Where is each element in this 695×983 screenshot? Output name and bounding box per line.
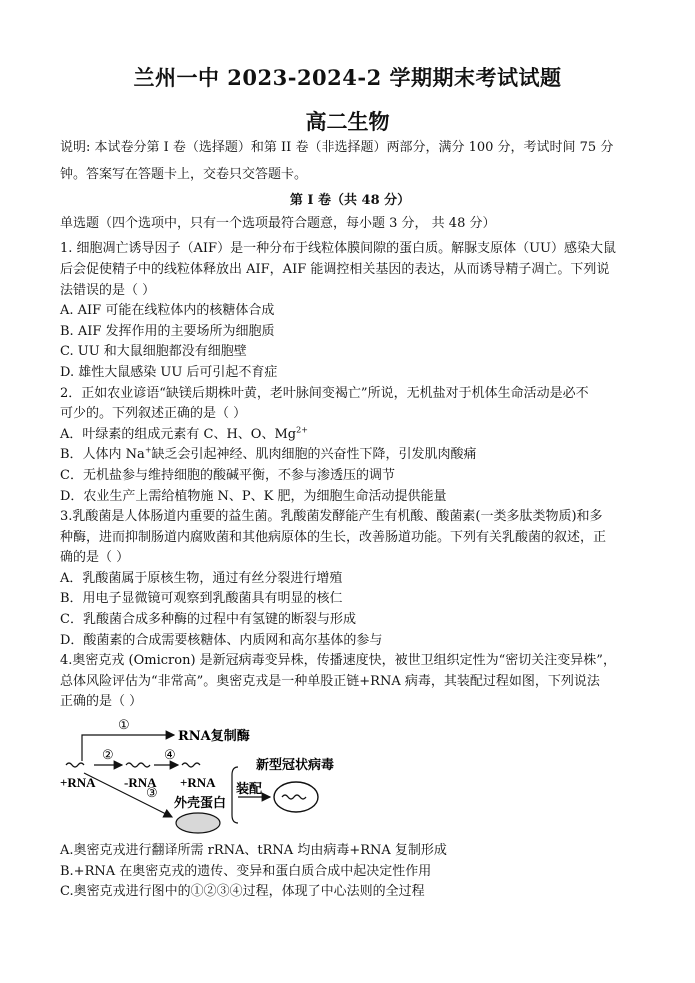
intro-line: 说明: 本试卷分第 I 卷（选择题）和第 II 卷（非选择题）两部分，满分 100 分，考试时间 75 分 bbox=[60, 140, 614, 155]
question-1 bbox=[60, 239, 640, 383]
assembly-label: 装配 bbox=[236, 782, 263, 798]
virus-assembly-diagram bbox=[60, 717, 640, 835]
option-d: D．农业生产上需给植物施 N、P、K 肥，为细胞生命活动提供能量 bbox=[60, 488, 447, 504]
virus-label: 新型冠状病毒 bbox=[256, 758, 335, 774]
option-b: B．用电子显微镜可观察到乳酸菌具有明显的核仁 bbox=[60, 591, 343, 607]
minus-rna-strand bbox=[126, 763, 150, 767]
virus-shape bbox=[274, 782, 318, 812]
arrow-1 bbox=[82, 735, 176, 764]
question-stem: 总体风险评估为“非常高”。奥密克戎是一种单股正链+RNA 病毒，其装配过程如图，下列说法 bbox=[60, 673, 600, 689]
exam-body bbox=[60, 138, 640, 903]
plus-rna-label: +RNA bbox=[60, 775, 96, 791]
question-stem: 1. 细胞凋亡诱导因子（AIF）是一种分布于线粒体膜间隙的蛋白质。解脲支原体（UU）感染大鼠 bbox=[60, 241, 616, 257]
page-subtitle: 高二生物 bbox=[305, 109, 390, 134]
diagram-svg bbox=[60, 717, 640, 835]
option-a: A.奥密克戎进行翻译所需 rRNA、tRNA 均由病毒+RNA 复制形成 bbox=[60, 843, 447, 859]
option-a-superscript: 2+ bbox=[296, 425, 308, 435]
step-4-label: ④ bbox=[164, 748, 176, 764]
option-b-text-rest: 缺乏会引起神经、肌肉细胞的兴奋性下降，引发肌肉酸痛 bbox=[151, 447, 477, 463]
question-3 bbox=[60, 507, 640, 651]
option-a: A．乳酸菌属于原核生物，通过有丝分裂进行增殖 bbox=[60, 570, 343, 586]
option-d: D. 雄性大鼠感染 UU 后可引起不育症 bbox=[60, 364, 278, 380]
option-d: D．酸菌素的合成需要核糖体、内质网和高尔基体的参与 bbox=[60, 632, 383, 648]
option-b: B.+RNA 在奥密克戎的遗传、变异和蛋白质合成中起决定性作用 bbox=[60, 863, 432, 879]
question-stem: 正确的是（ ） bbox=[60, 694, 143, 710]
plus-rna-label-2: +RNA bbox=[180, 775, 216, 791]
page-title: 兰州一中 2023-2024-2 学期期末考试试题 bbox=[133, 65, 562, 90]
option-a: A. AIF 可能在线粒体内的核糖体合成 bbox=[60, 303, 275, 319]
question-stem: 可少的。下列叙述正确的是（ ） bbox=[60, 406, 247, 422]
question-4 bbox=[60, 651, 640, 903]
option-a-text: A．叶绿素的组成元素有 C、H、O、Mg bbox=[60, 426, 297, 442]
step-3-label: ③ bbox=[146, 786, 158, 802]
step-2-label: ② bbox=[102, 748, 114, 764]
option-b bbox=[60, 445, 640, 466]
option-c: C.奥密克戎进行图中的①②③④过程，体现了中心法则的全过程 bbox=[60, 884, 425, 900]
option-c: C. UU 和大鼠细胞都没有细胞壁 bbox=[60, 344, 247, 360]
minus-rna-label: -RNA bbox=[124, 775, 157, 791]
step-1-label: ① bbox=[118, 718, 130, 734]
question-stem: 后会促使精子中的线粒体释放出 AIF，AIF 能调控相关基因的表达，从而诱导精子凋亡。下列说 bbox=[60, 261, 610, 277]
capsid-label: 外壳蛋白 bbox=[174, 796, 227, 812]
option-b-superscript: + bbox=[144, 445, 152, 455]
option-b: B. AIF 发挥作用的主要场所为细胞质 bbox=[60, 323, 275, 339]
question-stem: 确的是（ ） bbox=[60, 550, 130, 566]
section-instruction: 单选题（四个选项中，只有一个选项最符合题意，每小题 3 分， 共 48 分） bbox=[60, 215, 496, 231]
section-heading: 第 I 卷（共 48 分） bbox=[289, 193, 411, 209]
option-c: C．无机盐参与维持细胞的酸碱平衡，不参与渗透压的调节 bbox=[60, 467, 395, 483]
capsid-protein-shape bbox=[176, 813, 220, 833]
option-a bbox=[60, 425, 640, 446]
rna-polymerase-label: RNA复制酶 bbox=[178, 729, 250, 745]
question-2 bbox=[60, 384, 640, 508]
intro-line: 钟。答案写在答题卡上，交卷只交答题卡。 bbox=[60, 166, 308, 182]
question-stem: 3.乳酸菌是人体肠道内重要的益生菌。乳酸菌发酵能产生有机酸、酸菌素(一类多肽类物质)和多 bbox=[60, 509, 603, 525]
option-c: C．乳酸菌合成多种酶的过程中有氢键的断裂与形成 bbox=[60, 612, 356, 628]
question-stem: 2．正如农业谚语“缺镁后期株叶黄，老叶脉间变褐亡”所说，无机盐对于机体生命活动是必不 bbox=[60, 385, 589, 401]
option-b-text: B．人体内 Na bbox=[60, 447, 145, 463]
question-stem: 种酶，进而抑制肠道内腐败菌和其他病原体的生长，改善肠道功能。下列有关乳酸菌的叙述，正 bbox=[60, 529, 607, 545]
question-stem: 4.奥密克戎 (Omicron) 是新冠病毒变异株，传播速度快，被世卫组织定性为“密切关注变异株”， bbox=[60, 653, 616, 669]
plus-rna-strand-2 bbox=[182, 763, 200, 767]
question-stem: 法错误的是（ ） bbox=[60, 282, 156, 298]
plus-rna-strand bbox=[66, 763, 84, 767]
